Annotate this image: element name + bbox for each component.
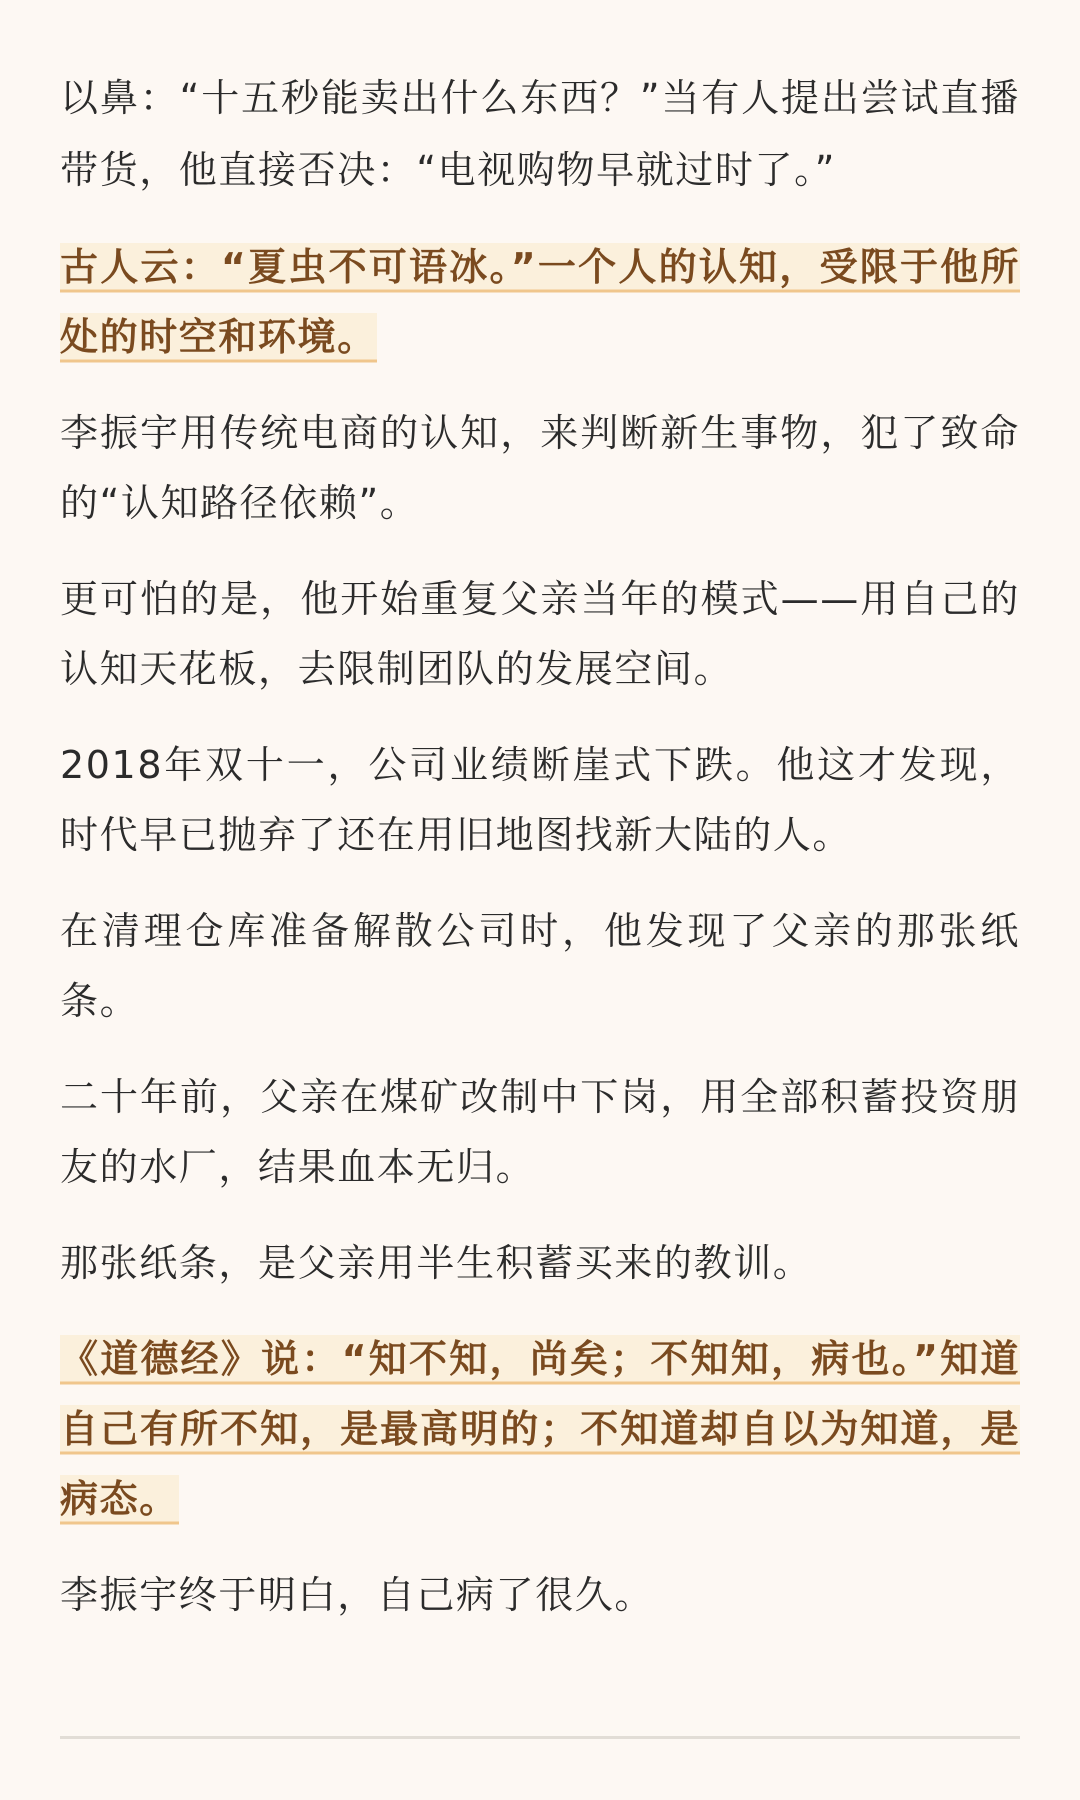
paragraph: 李振宇终于明白，自己病了很久。: [60, 1573, 655, 1617]
paragraph: 李振宇用传统电商的认知，来判断新生事物，犯了致命的“认知路径依赖”。: [60, 411, 1020, 525]
highlight-mark: 《道德经》说：“知不知，尚矣；不知知，病也。”知道自己有所不知，是最高明的；不知道却自以为知道，是病态。: [60, 1335, 1020, 1529]
paragraph: 更可怕的是，他开始重复父亲当年的模式——用自己的认知天花板，去限制团队的发展空间。: [60, 577, 1020, 691]
paragraph: 二十年前，父亲在煤矿改制中下岗，用全部积蓄投资朋友的水厂，结果血本无归。: [60, 1075, 1020, 1189]
paragraph: 2018年双十一，公司业绩断崖式下跌。他这才发现，时代早已抛弃了还在用旧地图找新大陆的人。: [60, 743, 1020, 857]
paragraph: 以鼻：“十五秒能卖出什么东西？”当有人提出尝试直播带货，他直接否决：“电视购物早就过时了。”: [60, 76, 1020, 192]
paragraph: 在清理仓库准备解散公司时，他发现了父亲的那张纸条。: [60, 909, 1020, 1023]
footer-divider: [60, 1736, 1020, 1739]
highlight-mark: 古人云：“夏虫不可语冰。”一个人的认知，受限于他所处的时空和环境。: [60, 243, 1020, 367]
highlighted-quote: [60, 232, 1020, 372]
highlighted-quote: [60, 1324, 1020, 1534]
paragraph: 那张纸条，是父亲用半生积蓄买来的教训。: [60, 1241, 813, 1285]
